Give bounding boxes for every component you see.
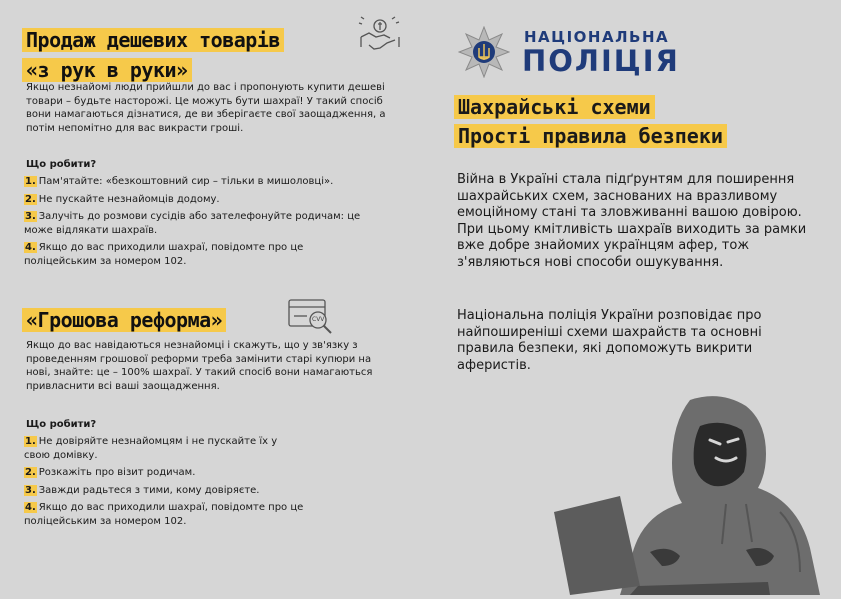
police-emblem-icon <box>458 26 510 78</box>
list-item <box>24 210 379 237</box>
section2-title-text: «Грошова реформа» <box>22 308 226 332</box>
list-number: 2. <box>25 467 36 478</box>
list-text: Розкажіть про візит родичам. <box>38 467 196 478</box>
section1-list <box>24 175 384 268</box>
list-text: Пам'ятайте: «безкоштовний сир – тільки в мишоловці». <box>38 176 334 187</box>
section2-title <box>22 305 226 335</box>
brand-line2: ПОЛІЦІЯ <box>522 44 680 78</box>
list-number: 4. <box>25 502 36 513</box>
handshake-icon <box>358 15 402 55</box>
hacker-illustration <box>550 392 841 595</box>
section1-title <box>22 25 357 85</box>
section2-question: Що робити? <box>26 419 97 430</box>
hero-title-line2: Прості правила безпеки <box>454 124 727 148</box>
list-item <box>24 193 384 207</box>
list-text: Залучіть до розмови сусідів або зателефонуйте родичам: це може відлякати шахраїв. <box>24 211 361 236</box>
list-number: 3. <box>25 484 36 496</box>
section1-body: Якщо незнайомі люди прийшли до вас і пропонують купити дешеві товари – будьте насторожі. Це можуть бути шахраї! У такий спосіб вони намагаються дізнатися, де ви зберігаєте свої заощадження, а потім непомітно для вас викрасти гроші. <box>26 82 386 134</box>
hero-paragraph-1: Війна в Україні стала підґрунтям для поширення шахрайських схем, заснованих на вразливому емоційному стані та зловживанні вашою довірою. При цьому кмітливість шахраїв виходить за рамки вже добре знайомих українцям афер, тож з'являються нові способи ошукування. <box>457 172 807 270</box>
list-text: Якщо до вас приходили шахраї, повідомте про це поліцейським за номером 102. <box>24 242 304 267</box>
list-number: 2. <box>25 193 36 205</box>
list-number: 4. <box>25 242 36 253</box>
list-item <box>24 501 324 528</box>
brand-line1: НАЦІОНАЛЬНА <box>524 28 670 46</box>
hero-title-line1: Шахрайські схеми <box>454 95 655 119</box>
list-item <box>24 484 334 498</box>
list-item <box>24 435 304 462</box>
list-item <box>24 175 384 189</box>
list-text: Якщо до вас приходили шахраї, повідомте про це поліцейським за номером 102. <box>24 502 304 527</box>
section1-question: Що робити? <box>26 159 97 170</box>
hero-title <box>454 93 727 151</box>
section1-title-line2: «з рук в руки» <box>22 58 192 82</box>
list-text: Завжди радьтеся з тими, кому довіряєте. <box>38 484 260 496</box>
list-text: Не пускайте незнайомців додому. <box>38 193 220 205</box>
list-number: 1. <box>25 176 36 187</box>
list-item <box>24 241 324 268</box>
card-magnifier-icon <box>287 296 335 336</box>
section1-title-line1: Продаж дешевих товарів <box>22 28 284 52</box>
hero-paragraph-2: Національна поліція України розповідає про найпоширеніші схеми шахрайств та основні правила безпеки, які допоможуть викрити аферистів. <box>457 308 762 373</box>
list-number: 1. <box>25 436 36 447</box>
section2-body: Якщо до вас навідаються незнайомці і скажуть, що у зв'язку з проведенням грошової реформи треба замінити старі купюри на нові, знайте: це – 100% шахраї. У такий спосіб вони намагаються привласнити всі ваші заощадження. <box>26 340 373 392</box>
list-number: 3. <box>25 211 36 222</box>
cvv-label: CVV <box>312 316 325 323</box>
list-text: Не довіряйте незнайомцям і не пускайте їх у свою домівку. <box>24 436 278 461</box>
section2-list <box>24 435 334 528</box>
list-item <box>24 466 334 480</box>
